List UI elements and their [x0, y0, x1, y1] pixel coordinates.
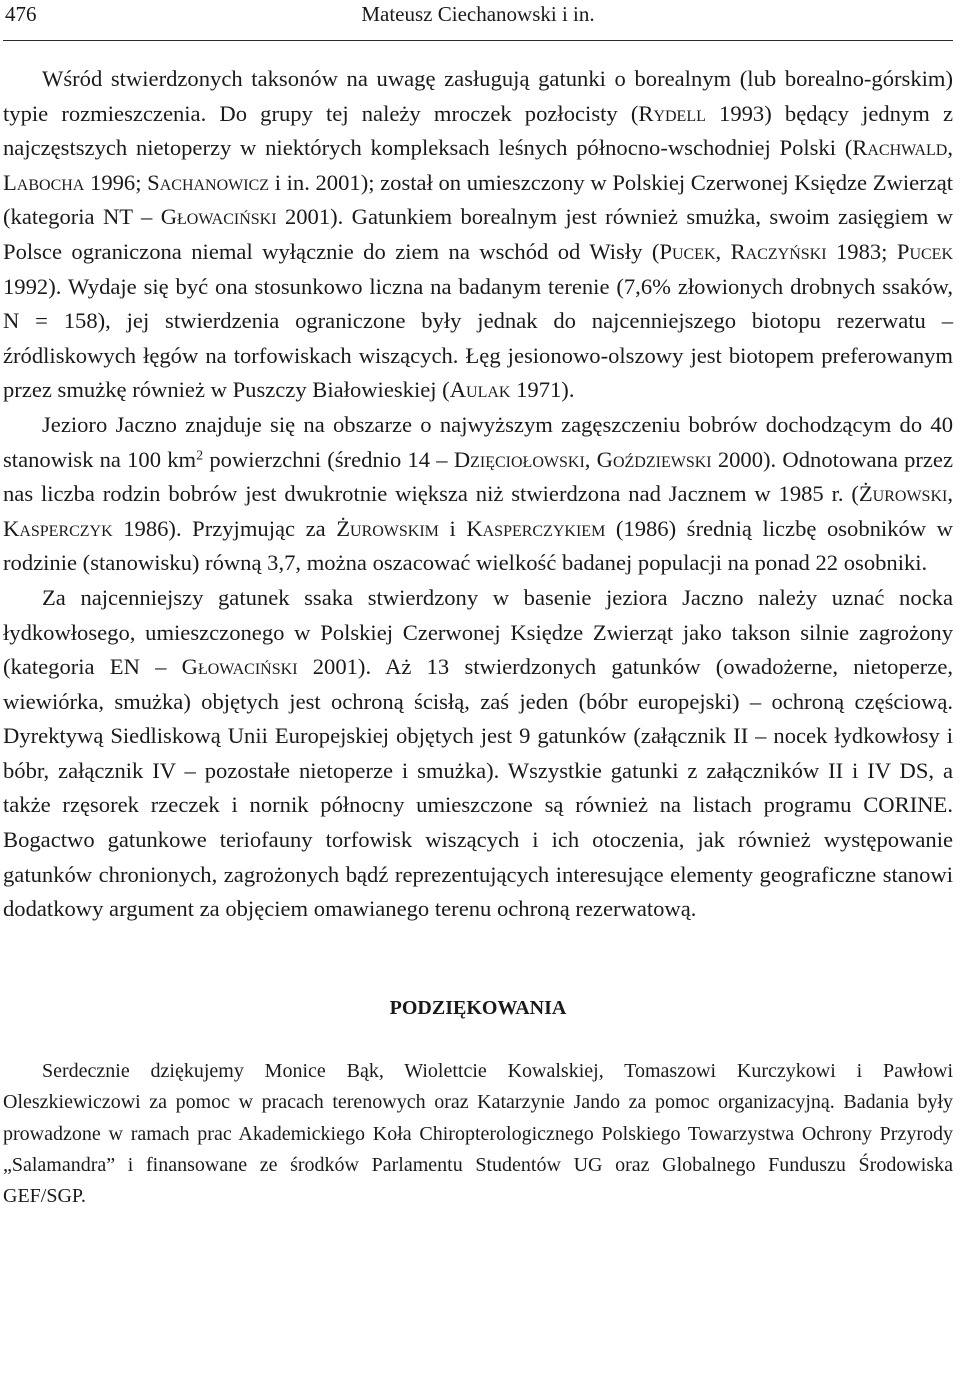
page-number: 476 — [5, 2, 37, 26]
author-citation: Goździewski — [596, 446, 712, 472]
author-citation: Dzięciołowski — [453, 446, 585, 472]
author-citation: Labocha — [3, 169, 85, 195]
text-run: Jezioro Jaczno znajduje się na obszarze o najwyższym zagęszczeniu bobrów dochodzącym do 40 stanowisk na 100 km — [3, 411, 953, 472]
page-header — [3, 0, 953, 41]
author-citation: Żurowski — [858, 481, 948, 507]
text-run: 1971). — [510, 377, 575, 403]
section-heading-acknowledgements: PODZIĘKOWANIA — [389, 996, 567, 1019]
text-run: 2001). Aż 13 stwierdzonych gatunków (owadożerne, nietoperze, wiewiórka, smużka) objętych jest ochroną ścisłą, zaś jeden (bóbr europejski) – ochroną częściową. Dyrektywą Siedliskową Unii Europejskiej objętych jest 9 gatunków (załącznik II – nocek łydkowłosy i bóbr, załącznik IV – pozostałe nietoperze i smużka). Wszystkie gatunki z załączników II i IV DS, a także rzęsorek rzeczek i nornik północny umieszczone są również na listach programu CORINE. Bogactwo gatunkowe teriofauny torfowisk wiszących i ich otoczenia, jak również występowanie gatunków chronionych, zagrożonych bądź reprezentujących interesujące elementy geograficzne stanowi dodatkowy argument za objęciem omawianego terenu ochroną rezerwatową. — [3, 654, 954, 922]
superscript: 2 — [196, 447, 204, 463]
author-citation: Głowaciński — [160, 204, 277, 230]
body-text — [3, 62, 953, 927]
author-citation: Aulak — [449, 377, 511, 403]
paragraph-northern-species — [3, 62, 953, 408]
author-citation: Głowaciński — [181, 654, 298, 680]
text-run: , — [584, 446, 597, 472]
author-citation: Żurowskim — [336, 515, 439, 541]
text-run: 1993) będący jednym z najczęstszych nietoperzy w niektórych kompleksach leśnych północno-wschodniej Polski ( — [3, 100, 953, 161]
text-run: 1986). Przyjmując za — [112, 515, 337, 541]
text-run: , — [715, 238, 731, 264]
text-run: 2000). Odnotowana przez nas liczba rodzin bobrów jest dwukrotnie większa niż stwierdzona nad Jacznem w 1985 r. ( — [3, 446, 953, 507]
text-run: Za najcenniejszy gatunek ssaka stwierdzony w basenie jeziora Jaczno należy uznać nocka łydkowłosego, umieszczonego w Polskiej Czerwonej Księdze Zwierząt jako takson silnie zagrożony (kategoria EN – — [3, 584, 953, 680]
text-run: 2001). Gatunkiem borealnym jest również smużka, swoim zasięgiem w Polsce ograniczona niemal wyłącznie do ziem na wschód od Wisły ( — [3, 204, 954, 264]
paragraph-beaver-population — [3, 408, 953, 581]
author-citation: Pucek — [896, 238, 953, 264]
text-run: Wśród stwierdzonych taksonów na uwagę zasługują gatunki o borealnym (lub borealno-górskim) typie rozmieszczenia. Do grupy tej należy mroczek pozłocisty ( — [3, 66, 953, 126]
author-citation: Kasperczykiem — [466, 515, 606, 541]
author-citation: Raczyński — [730, 238, 827, 264]
text-run: 1983; — [826, 238, 897, 264]
author-citation: Kasperczyk — [3, 515, 113, 541]
author-citation: Pucek — [659, 238, 716, 264]
author-citation: Rydell — [638, 100, 706, 126]
acknowledgements-text: Serdecznie dziękujemy Monice Bąk, Wiolettcie Kowalskiej, Tomaszowi Kurczykowi i Pawłowi Oleszkiewiczowi za pomoc w pracach terenowych oraz Katarzynie Jando za pomoc organizacyjną. Badania były prowadzone w ramach prac Akademickiego Koła Chiropterologicznego Polskiego Towarzystwa Ochrony Przyrody „Salamandra” i finansowane ze środków Parlamentu Studentów UG oraz Globalnego Funduszu Środowiska GEF/SGP. — [3, 1059, 953, 1208]
text-run: (1986) średnią liczbę osobników w rodzinie (stanowisku) równą 3,7, można oszacować wielkość badanej populacji na ponad 22 osobniki. — [3, 515, 953, 576]
text-run: powierzchni (średnio 14 – — [203, 446, 454, 472]
author-citation: Rachwald — [852, 135, 948, 161]
text-run: i — [438, 515, 467, 541]
author-citation: Sachanowicz — [147, 169, 270, 195]
text-run: 1996; — [84, 169, 148, 195]
paragraph-protected-species — [3, 581, 953, 927]
text-run: , — [947, 481, 953, 507]
text-run: , — [947, 135, 953, 161]
text-run: i in. 2001); został on umieszczony w Polskiej Czerwonej Księdze Zwierząt (kategoria NT – — [3, 169, 954, 230]
text-run: 1992). Wydaje się być ona stosunkowo liczna na badanym terenie (7,6% złowionych drobnych ssaków, N = 158), jej stwierdzenia ograniczone były jednak do najcenniejszego biotopu rezerwatu – źródliskowych łęgów na torfowiskach wiszących. Łęg jesionowo-olszowy jest biotopem preferowanym przez smużkę również w Puszczy Białowieskiej ( — [3, 273, 953, 403]
running-title: Mateusz Ciechanowski i in. — [361, 2, 595, 26]
